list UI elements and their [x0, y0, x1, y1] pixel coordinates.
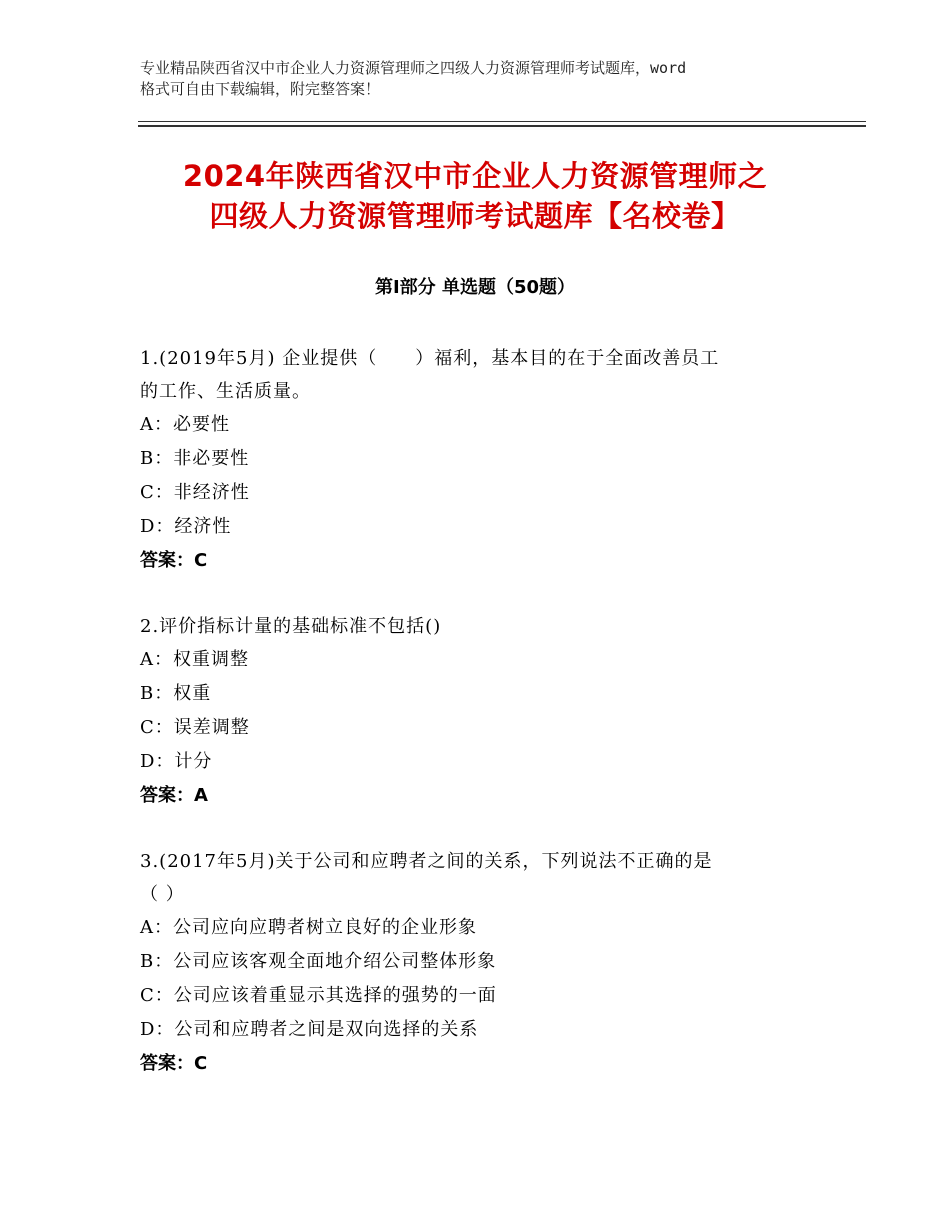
question-2-option-c: C：误差调整: [140, 717, 250, 738]
question-2-answer: 答案：A: [140, 785, 208, 806]
document-title: [100, 156, 850, 236]
document-title-line-2: 四级人力资源管理师考试题库【名校卷】: [209, 199, 741, 233]
question-3-option-c: C：公司应该着重显示其选择的强势的一面: [140, 985, 497, 1006]
question-1-option-d: D：经济性: [140, 516, 232, 537]
question-1-answer: 答案：C: [140, 550, 208, 571]
question-3-answer: 答案：C: [140, 1053, 208, 1074]
header-divider-thin: [138, 121, 866, 122]
question-1-option-a: A：必要性: [140, 414, 230, 435]
question-list: [140, 342, 820, 1113]
document-title-line-1: 2024年陕西省汉中市企业人力资源管理师之: [182, 159, 768, 193]
header-note: [140, 58, 830, 100]
question-2-option-b: B：权重: [140, 683, 212, 704]
header-note-line-1: 专业精品陕西省汉中市企业人力资源管理师之四级人力资源管理师考试题库，word: [140, 59, 687, 77]
question-2-option-a: A：权重调整: [140, 649, 249, 670]
question-1-option-b: B：非必要性: [140, 448, 250, 469]
question-3-option-a: A：公司应向应聘者树立良好的企业形象: [140, 917, 477, 938]
question-3-stem-line-1: 3.(2017年5月)关于公司和应聘者之间的关系，下列说法不正确的是: [140, 851, 713, 872]
question-1: [140, 342, 820, 578]
question-3: [140, 845, 820, 1081]
question-3-stem-line-2: （ ）: [140, 884, 185, 905]
section-heading: 第Ⅰ部分 单选题（50题）: [374, 277, 575, 298]
question-3-option-d: D：公司和应聘者之间是双向选择的关系: [140, 1019, 479, 1040]
question-2-option-d: D：计分: [140, 751, 213, 772]
header-note-line-2: 格式可自由下载编辑，附完整答案！: [140, 80, 381, 98]
question-1-option-c: C：非经济性: [140, 482, 250, 503]
question-1-stem-line-1: 1.(2019年5月) 企业提供（ ）福利，基本目的在于全面改善员工: [140, 348, 720, 369]
question-1-stem-line-2: 的工作、生活质量。: [140, 381, 311, 402]
question-3-option-b: B：公司应该客观全面地介绍公司整体形象: [140, 951, 497, 972]
question-2-stem-line-1: 2.评价指标计量的基础标准不包括(): [140, 616, 442, 637]
question-2: [140, 610, 820, 813]
header-divider-thick: [138, 125, 866, 127]
